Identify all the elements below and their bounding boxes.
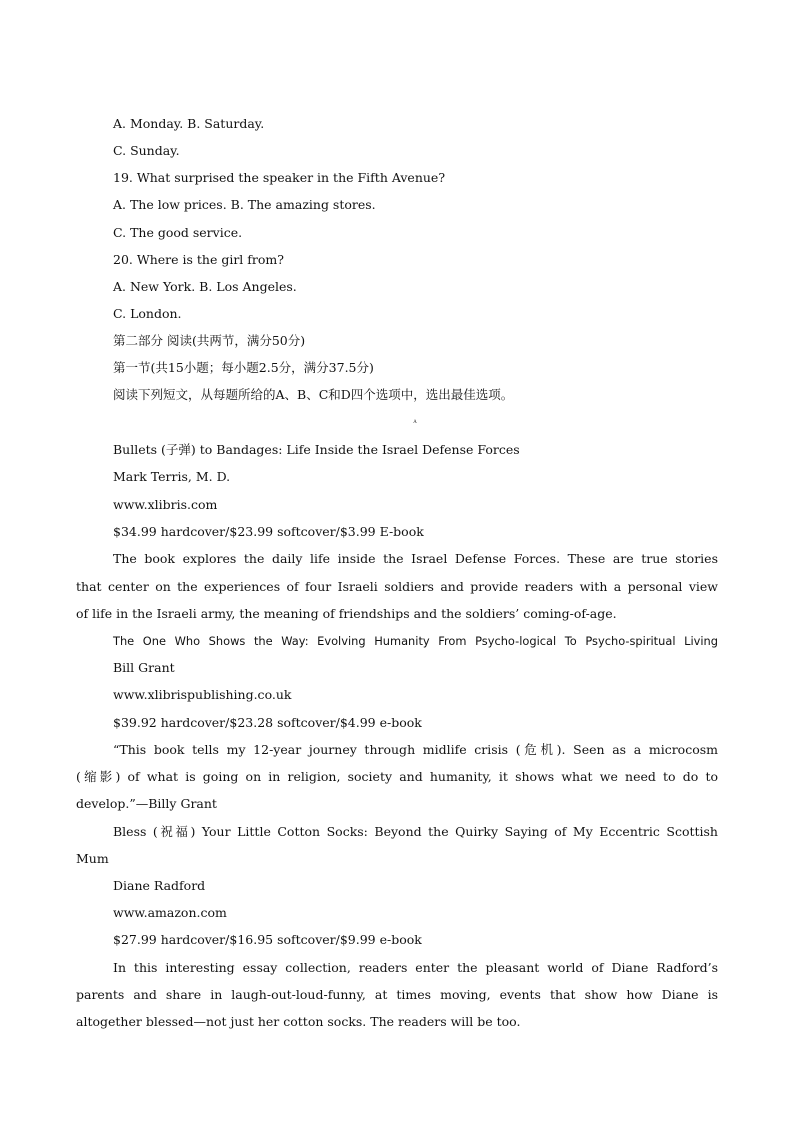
book-2-desc-line: (缩影) of what is going on in religion, society and humanity, it shows what we need to do to bbox=[76, 769, 718, 784]
book-3-desc-line: In this interesting essay collection, readers enter the pleasant world of Diane Radford’s bbox=[113, 960, 718, 975]
book-2-website: www.xlibrispublishing.co.uk bbox=[113, 687, 292, 702]
book-3-title-line: Bless (祝福) Your Little Cotton Socks: Beyond the Quirky Saying of My Eccentric Scottish bbox=[113, 824, 718, 839]
book-3-prices: $27.99 hardcover/$16.95 softcover/$9.99 e-book bbox=[113, 932, 422, 947]
book-3-author: Diane Radford bbox=[113, 878, 206, 893]
q18-options-ab: A. Monday. B. Saturday. bbox=[113, 116, 265, 131]
book-1-desc-line: of life in the Israeli army, the meaning of friendships and the soldiers’ coming-of-age. bbox=[76, 606, 617, 621]
book-3-desc-line: parents and share in laugh-out-loud-funny, at times moving, events that show how Diane is bbox=[76, 987, 718, 1002]
book-2-title: The One Who Shows the Way: Evolving Humanity From Psycho-logical To Psycho-spiritual Living bbox=[113, 634, 718, 648]
section-heading: 第一节(共15小题；每小题2.5分，满分37.5分) bbox=[113, 360, 374, 375]
q20-options-ab: A. New York. B. Los Angeles. bbox=[113, 279, 297, 294]
book-3-title-line: Mum bbox=[76, 851, 109, 866]
q20-question: 20. Where is the girl from? bbox=[113, 252, 284, 267]
book-3-website: www.amazon.com bbox=[113, 905, 227, 920]
book-1-website: www.xlibris.com bbox=[113, 497, 218, 512]
book-1-desc-line: The book explores the daily life inside the Israel Defense Forces. These are true stories bbox=[113, 551, 718, 566]
q19-option-c: C. The good service. bbox=[113, 225, 243, 240]
instruction: 阅读下列短文，从每题所给的A、B、C和D四个选项中，选出最佳选项。 bbox=[113, 387, 514, 402]
book-2-prices: $39.92 hardcover/$23.28 softcover/$4.99 e-book bbox=[113, 715, 422, 730]
book-2-author: Bill Grant bbox=[113, 660, 175, 675]
q18-option-c: C. Sunday. bbox=[113, 143, 180, 158]
book-3-desc-line: altogether blessed—not just her cotton socks. The readers will be too. bbox=[76, 1014, 521, 1029]
passage-label: A bbox=[413, 420, 417, 425]
book-2-desc-line: develop.”—Billy Grant bbox=[76, 796, 217, 811]
q20-option-c: C. London. bbox=[113, 306, 182, 321]
book-1-author: Mark Terris, M. D. bbox=[113, 469, 231, 484]
part-heading: 第二部分 阅读(共两节，满分50分) bbox=[113, 333, 306, 348]
book-1-prices: $34.99 hardcover/$23.99 softcover/$3.99 E-book bbox=[113, 524, 424, 539]
book-2-desc-line: “This book tells my 12-year journey through midlife crisis (危机). Seen as a microcosm bbox=[113, 742, 718, 757]
book-1-desc-line: that center on the experiences of four Israeli soldiers and provide readers with a personal view bbox=[76, 579, 718, 594]
book-1-title: Bullets (子弹) to Bandages: Life Inside the Israel Defense Forces bbox=[113, 442, 520, 457]
q19-question: 19. What surprised the speaker in the Fifth Avenue? bbox=[113, 170, 446, 185]
q19-options-ab: A. The low prices. B. The amazing stores. bbox=[113, 197, 376, 212]
